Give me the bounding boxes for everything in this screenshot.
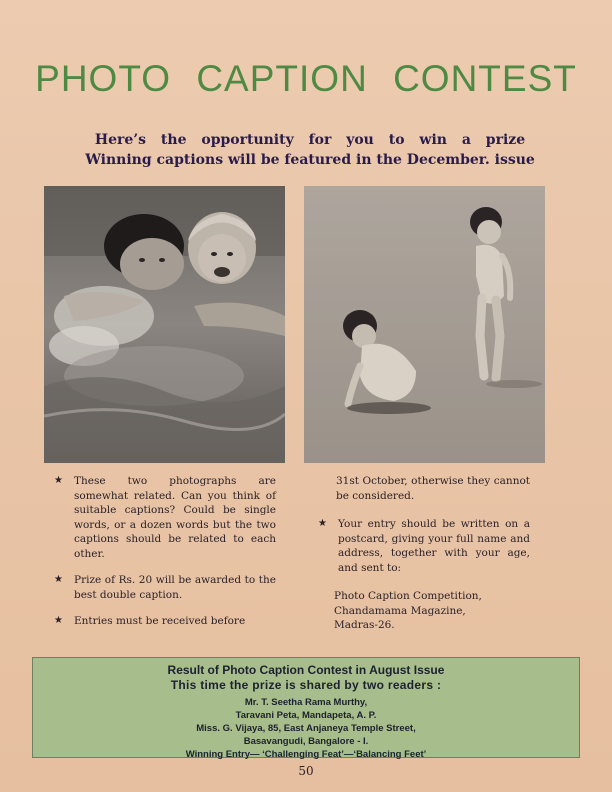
- result-heading: Result of Photo Caption Contest in August Issue: [167, 663, 445, 677]
- rule-text: Entries must be received before: [74, 615, 246, 627]
- address-line: Photo Caption Competition,: [334, 590, 482, 602]
- star-icon: ★: [54, 574, 63, 585]
- rule-item: [318, 517, 530, 575]
- subtitle: [40, 130, 580, 170]
- result-line: Basavangudi, Bangalore - I.: [243, 736, 369, 747]
- rule-item: [54, 573, 276, 602]
- rule-text: These two photographs are somewhat related. Can you think of suitable captions? Could be single words, or a dozen words but the two captions should be related to each other.: [74, 475, 276, 560]
- subtitle-line-2: Winning captions will be featured in the December. issue: [85, 152, 535, 168]
- result-line: Taravani Peta, Mandapeta, A. P.: [235, 710, 377, 721]
- title-word: CAPTION: [196, 58, 368, 99]
- star-icon: ★: [54, 615, 63, 626]
- rules-column-right: [318, 474, 530, 633]
- toddlers-on-beach-icon: [304, 186, 545, 463]
- result-line: Winning Entry— ‘Challenging Feat’—‘Balancing Feet’: [185, 749, 427, 760]
- star-icon: ★: [54, 475, 63, 486]
- rule-item: [54, 474, 276, 561]
- children-swimming-icon: [44, 186, 285, 463]
- result-line: Miss. G. Vijaya, 85, East Anjaneya Temple Street,: [196, 723, 416, 734]
- rule-text: Your entry should be written on a postcard, giving your full name and address, together with your age, and sent to:: [338, 518, 530, 574]
- title-word: CONTEST: [393, 58, 577, 99]
- rules-column-left: [54, 474, 276, 639]
- address-line: Madras-26.: [334, 619, 395, 631]
- address-line: Chandamama Magazine,: [334, 604, 466, 617]
- rule-continuation: 31st October, otherwise they cannot be considered.: [336, 475, 530, 502]
- star-icon: ★: [318, 518, 327, 529]
- postal-address: [318, 589, 530, 633]
- result-line: Mr. T. Seetha Rama Murthy,: [244, 697, 368, 708]
- result-box: [32, 657, 580, 758]
- page-title: [0, 58, 612, 100]
- subtitle-line-1: Here’s the opportunity for you to win a prize: [94, 132, 526, 148]
- result-subheading: This time the prize is shared by two readers :: [170, 678, 442, 692]
- rule-text: Prize of Rs. 20 will be awarded to the best double caption.: [74, 574, 276, 601]
- rule-item: [54, 614, 276, 629]
- title-word: PHOTO: [35, 58, 172, 99]
- page-number: 50: [298, 764, 314, 778]
